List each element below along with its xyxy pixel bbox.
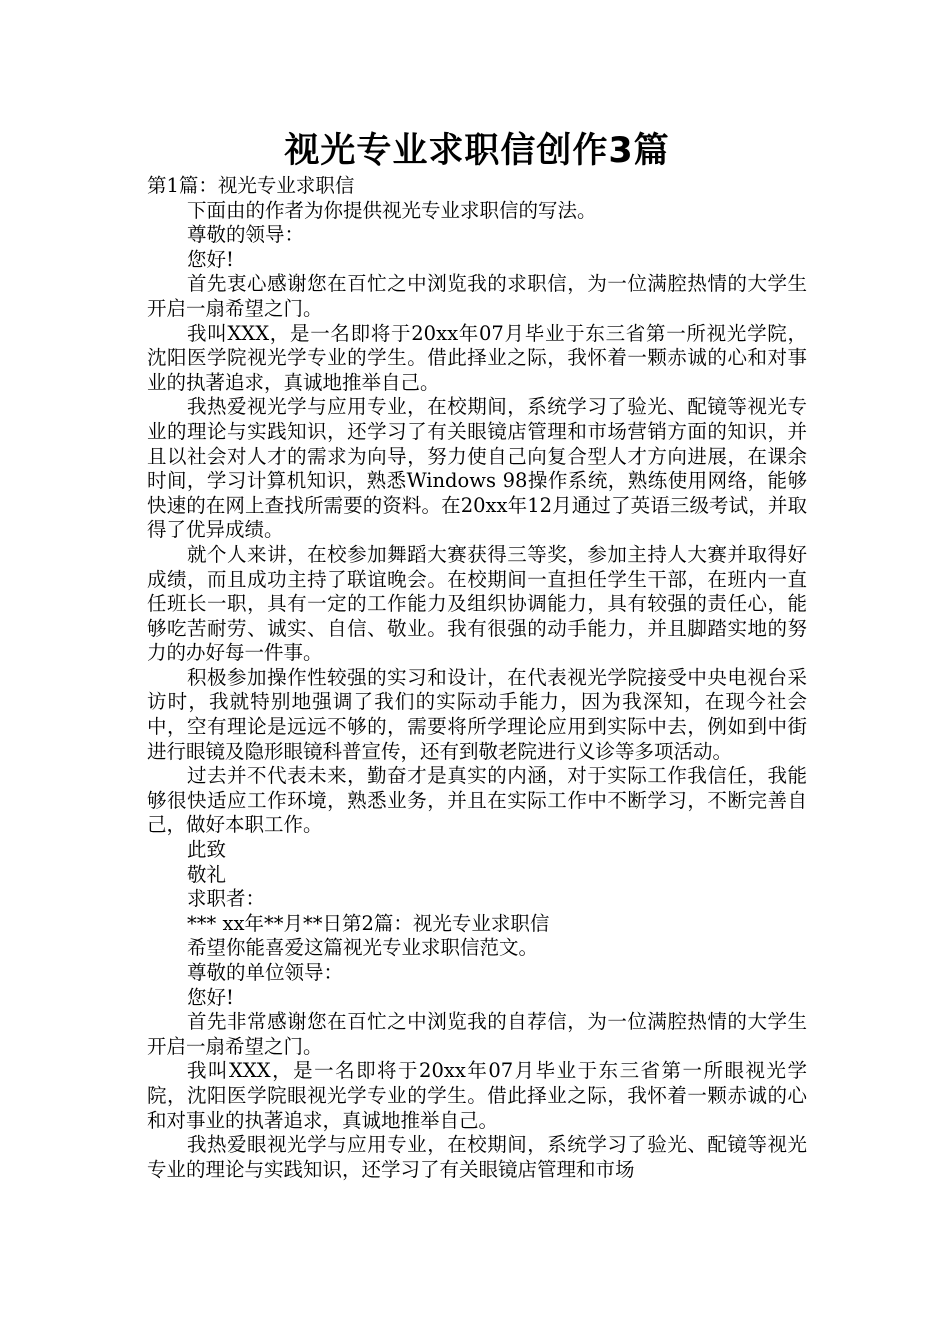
- document-page: [147, 128, 807, 1182]
- paragraph: 下面由的作者为你提供视光专业求职信的写法。: [187, 198, 597, 222]
- document-title: 视光专业求职信创作3篇: [284, 131, 670, 171]
- section-heading: 第1篇：视光专业求职信: [147, 174, 355, 197]
- paragraph: 尊敬的单位领导：: [187, 961, 344, 984]
- paragraph: 我热爱眼视光学与应用专业，在校期间，系统学习了验光、配镜等视光专业的理论与实践知识，还学习了有关眼镜店管理和市场: [147, 1133, 807, 1181]
- paragraph: 您好!: [187, 247, 234, 271]
- paragraph: 我热爱视光学与应用专业，在校期间，系统学习了验光、配镜等视光专业的理论与实践知识，还学习了有关眼镜店管理和市场营销方面的知识，并且以社会对人才的需求为向导，努力使自己向复合型人才方向进展，在课余时间，学习计算机知识，熟悉Windows 98操作系统，熟练使用网络，能够快速的在网上查找所需要的资料。在20xx年12月通过了英语三级考试，并取得了优异成绩。: [147, 395, 807, 542]
- paragraph: 敬礼: [187, 862, 227, 886]
- paragraph: *** xx年**月**日第2篇：视光专业求职信: [187, 911, 550, 935]
- paragraph: 我叫XXX，是一名即将于20xx年07月毕业于东三省第一所视光学院，沈阳医学院视光学专业的学生。借此择业之际，我怀着一颗赤诚的心和对事业的执著追求，真诚地推举自己。: [147, 321, 807, 394]
- paragraph: 求职者：: [187, 887, 266, 911]
- paragraph: 尊敬的领导：: [187, 223, 305, 247]
- paragraph: 我叫XXX，是一名即将于20xx年07月毕业于东三省第一所眼视光学院，沈阳医学院眼视光学专业的学生。借此择业之际，我怀着一颗赤诚的心和对事业的执著追求，真诚地推举自己。: [147, 1059, 807, 1132]
- paragraph: 过去并不代表未来，勤奋才是真实的内涵，对于实际工作我信任，我能够很快适应工作环境，熟悉业务，并且在实际工作中不断学习，不断完善自己，做好本职工作。: [147, 764, 807, 837]
- paragraph: 首先衷心感谢您在百忙之中浏览我的求职信，为一位满腔热情的大学生开启一扇希望之门。: [147, 272, 807, 320]
- paragraph: 首先非常感谢您在百忙之中浏览我的自荐信，为一位满腔热情的大学生开启一扇希望之门。: [147, 1010, 807, 1058]
- paragraph: 希望你能喜爱这篇视光专业求职信范文。: [187, 936, 539, 960]
- paragraph: 积极参加操作性较强的实习和设计，在代表视光学院接受中央电视台采访时，我就特别地强调了我们的实际动手能力，因为我深知，在现今社会中，空有理论是远远不够的，需要将所学理论应用到实际中去，例如到中街进行眼镜及隐形眼镜科普宣传，还有到敬老院进行义诊等多项活动。: [147, 665, 807, 763]
- paragraph: 您好!: [187, 985, 234, 1009]
- paragraph: 就个人来讲，在校参加舞蹈大赛获得三等奖，参加主持人大赛并取得好成绩，而且成功主持了联谊晚会。在校期间一直担任学生干部，在班内一直任班长一职，具有一定的工作能力及组织协调能力，具有较强的责任心，能够吃苦耐劳、诚实、自信、敬业。我有很强的动手能力，并且脚踏实地的努力的办好每一件事。: [147, 542, 807, 665]
- paragraph: 此致: [187, 838, 227, 862]
